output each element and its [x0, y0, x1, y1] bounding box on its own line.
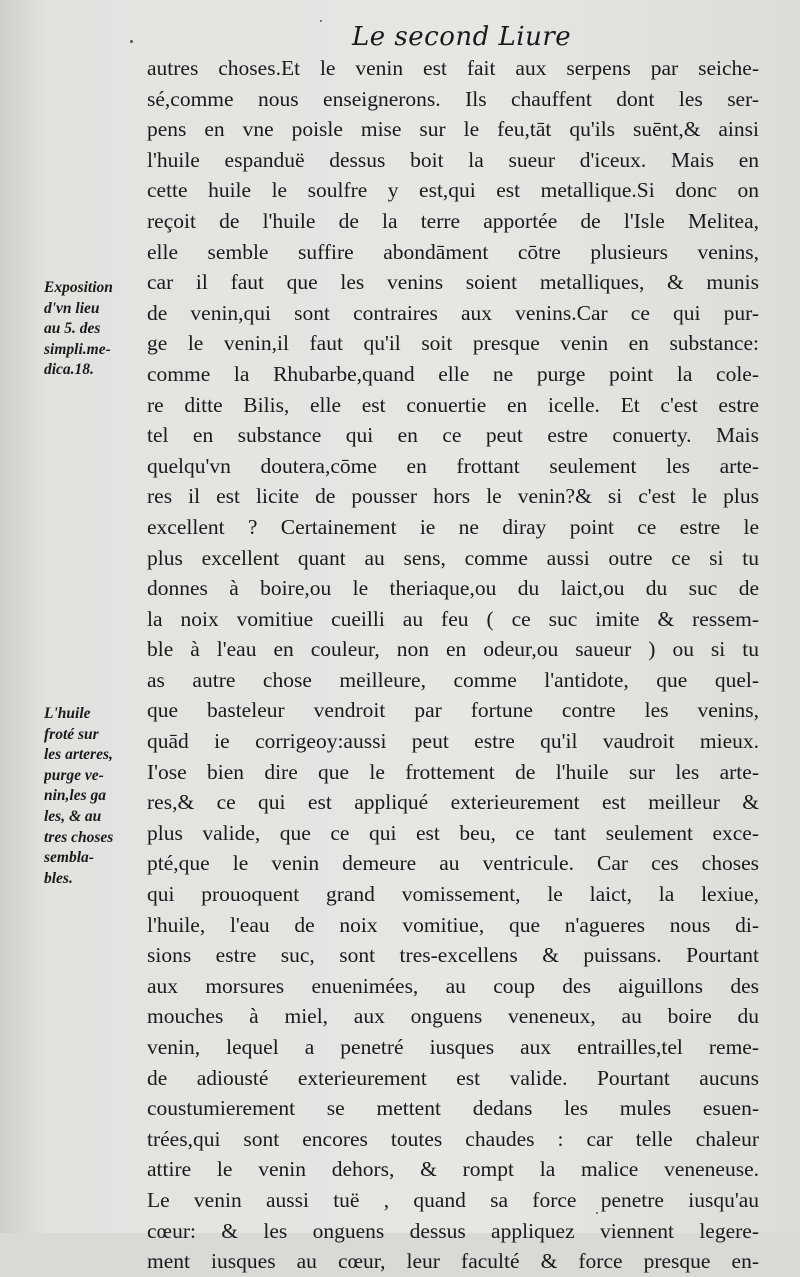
- text-line: trées,qui sont encores toutes chaudes : car telle chaleur: [147, 1126, 759, 1151]
- margin-note-line: dica.18.: [44, 361, 94, 379]
- text-line: de venin,qui sont contraires aux venins.Car ce qui pur-: [147, 300, 759, 325]
- text-line: res,& ce qui est appliqué exterieurement est meilleur &: [147, 790, 759, 815]
- margin-note-line: tres choses: [44, 828, 114, 846]
- text-line: de adiousté exterieurement est valide. Pourtant aucuns: [147, 1065, 759, 1090]
- text-line: cette huile le soulfre y est,qui est metallique.Si donc on: [147, 178, 759, 203]
- text-line: sé,comme nous enseignerons. Ils chauffent dont les ser-: [147, 86, 759, 111]
- margin-note-line: les, & au: [44, 807, 102, 825]
- text-line: ment iusques au cœur, leur faculté & force presque en-: [147, 1249, 759, 1274]
- margin-note-line: sembla-: [44, 849, 94, 867]
- margin-note-line: nin,les ga: [44, 787, 107, 805]
- text-line: l'huile espanduë dessus boit la sueur d'iceux. Mais en: [147, 147, 759, 172]
- text-line: I'ose bien dire que le frottement de l'huile sur les arte-: [147, 759, 759, 784]
- text-line: la noix vomitiue cueilli au feu ( ce suc imite & ressem-: [147, 606, 759, 631]
- text-line: sions estre suc, sont tres-excellens & puissans. Pourtant: [147, 943, 759, 968]
- margin-note-line: d'vn lieu: [44, 299, 100, 317]
- margin-note-huile: [44, 704, 148, 889]
- text-line: reçoit de l'huile de la terre apportée de l'Isle Melitea,: [147, 208, 759, 233]
- text-line: Le venin aussi tuë , quand sa force penetre iusqu'au: [147, 1187, 759, 1212]
- margin-note-line: simpli.me-: [44, 340, 111, 358]
- margin-note-line: purge ve-: [44, 766, 104, 784]
- text-line: quād ie corrigeoy:aussi peut estre qu'il vaudroit mieux.: [147, 729, 759, 754]
- margin-note-line: au 5. des: [44, 320, 101, 338]
- text-line: venin, lequel a penetré iusques aux entrailles,tel reme-: [147, 1035, 759, 1059]
- text-line: quelqu'vn doutera,cōme en frottant seulement les arte-: [147, 453, 759, 478]
- text-line: pté,que le venin demeure au ventricule. Car ces choses: [147, 851, 759, 876]
- text-line: res il est licite de pousser hors le venin?& si c'est le plus: [147, 484, 759, 509]
- margin-note-line: bles.: [44, 869, 73, 887]
- text-line: ge le venin,il faut qu'il soit presque venin en substance:: [147, 331, 759, 356]
- text-line: plus valide, que ce qui est beu, ce tant seulement exce-: [147, 820, 759, 845]
- text-line: elle semble suffire abondāment cōtre plusieurs venins,: [147, 239, 759, 264]
- text-line: car il faut que les venins soient metalliques, & munis: [147, 270, 759, 295]
- margin-note-line: froté sur: [44, 725, 99, 743]
- text-line: pens en vne poisle mise sur le feu,tāt qu'ils suēnt,& ainsi: [147, 117, 759, 142]
- text-line: re ditte Bilis, elle est conuertie en icelle. Et c'est estre: [147, 392, 759, 417]
- margin-note-exposition: [44, 278, 148, 381]
- margin-note-line: Exposition: [44, 279, 113, 296]
- running-head: Le second Liure: [352, 22, 572, 52]
- text-line: l'huile, l'eau de noix vomitiue, que n'agueres nous di-: [147, 912, 759, 937]
- text-line: ble à l'eau en couleur, non en odeur,ou saueur ) ou si tu: [147, 637, 759, 662]
- text-line: donnes à boire,ou le theriaque,ou du laict,ou du suc de: [147, 576, 759, 601]
- text-line: que basteleur vendroit par fortune contre les venins,: [147, 698, 759, 723]
- text-line: comme la Rhubarbe,quand elle ne purge point la cole-: [147, 361, 759, 386]
- text-line: mouches à miel, aux onguens veneneux, au boire du: [147, 1004, 759, 1029]
- text-line: cœur: & les onguens dessus appliquez viennent legere-: [147, 1218, 759, 1243]
- text-line: qui prouoquent grand vomissement, le laict, la lexiue,: [147, 882, 759, 907]
- text-line: plus excellent quant au sens, comme aussi outre ce si tu: [147, 545, 759, 570]
- text-line: aux morsures enuenimées, au coup des aiguillons des: [147, 973, 759, 998]
- margin-note-line: L'huile: [44, 705, 91, 722]
- text-line: as autre chose meilleure, comme l'antidote, que quel-: [147, 667, 759, 692]
- text-line: attire le venin dehors, & rompt la malice veneneuse.: [147, 1157, 759, 1182]
- margin-note-line: les arteres,: [44, 746, 113, 764]
- paper-speck: [596, 1212, 598, 1214]
- paper-speck: [320, 20, 322, 22]
- text-line: excellent ? Certainement ie ne diray point ce estre le: [147, 514, 759, 539]
- paper-speck: [130, 40, 133, 43]
- text-line: coustumierement se mettent dedans les mules esuen-: [147, 1096, 759, 1121]
- text-line: autres choses.Et le venin est fait aux serpens par seiche-: [147, 56, 759, 80]
- text-line: tel en substance qui en ce peut estre conuerty. Mais: [147, 423, 759, 448]
- body-text: [147, 53, 759, 1277]
